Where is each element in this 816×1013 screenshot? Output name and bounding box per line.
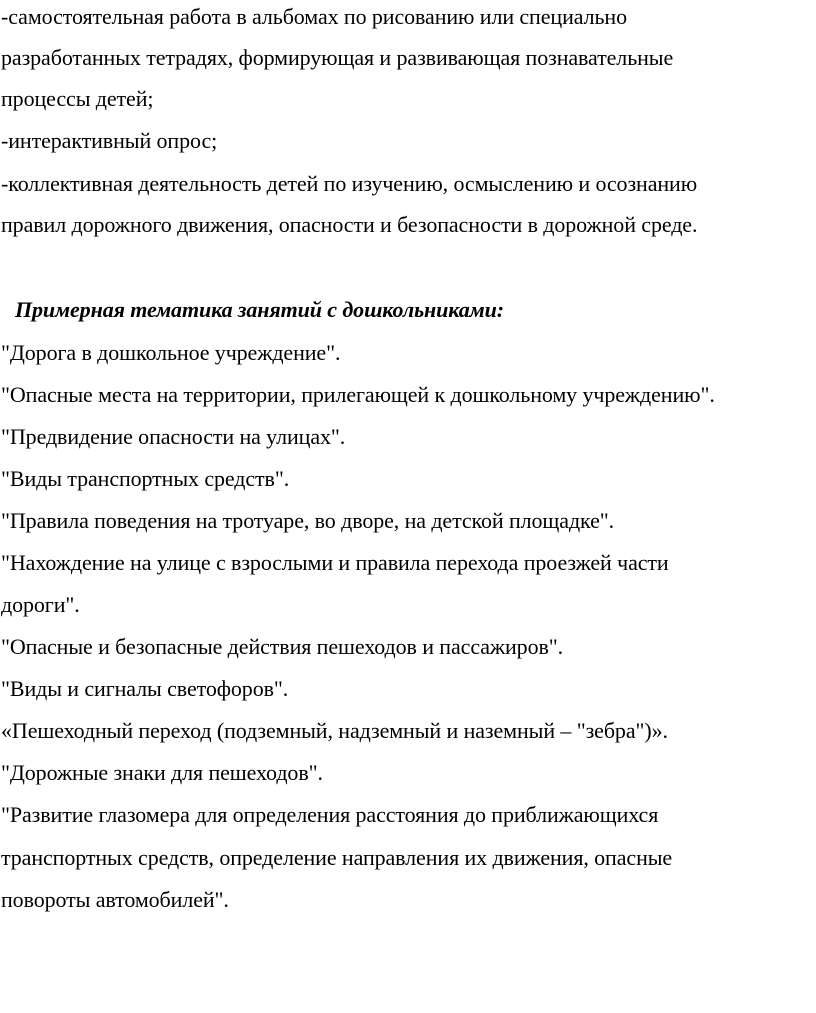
- topic-line-6: "Нахождение на улице с взрослыми и правила перехода проезжей части: [1, 550, 669, 575]
- topic-line-9: "Виды и сигналы светофоров".: [1, 676, 289, 701]
- topic-line-12: "Развитие глазомера для определения расстояния до приближающихся: [1, 802, 659, 827]
- topic-line-10: «Пешеходный переход (подземный, надземный и наземный – "зебра")».: [1, 718, 668, 743]
- topic-line-1: "Дорога в дошкольное учреждение".: [1, 340, 341, 365]
- intro-line-2: разработанных тетрадях, формирующая и развивающая познавательные: [1, 45, 674, 70]
- topic-line-7: дороги".: [1, 592, 80, 617]
- intro-line-6: правил дорожного движения, опасности и безопасности в дорожной среде.: [1, 212, 698, 237]
- intro-line-5: -коллективная деятельность детей по изучению, осмыслению и осознанию: [1, 171, 698, 196]
- topic-line-2: "Опасные места на территории, прилегающей к дошкольному учреждению".: [1, 382, 715, 407]
- topic-line-4: "Виды транспортных средств".: [1, 466, 290, 491]
- topic-line-14: повороты автомобилей".: [1, 887, 229, 912]
- section-heading: Примерная тематика занятий с дошкольниками:: [15, 297, 505, 322]
- topic-line-11: "Дорожные знаки для пешеходов".: [1, 760, 323, 785]
- topic-line-8: "Опасные и безопасные действия пешеходов и пассажиров".: [1, 634, 564, 659]
- topic-line-3: "Предвидение опасности на улицах".: [1, 424, 346, 449]
- intro-line-3: процессы детей;: [1, 86, 154, 111]
- topic-line-13: транспортных средств, определение направления их движения, опасные: [1, 845, 673, 870]
- topic-line-5: "Правила поведения на тротуаре, во дворе, на детской площадке".: [1, 508, 615, 533]
- intro-line-1: -самостоятельная работа в альбомах по рисованию или специально: [1, 4, 627, 29]
- intro-line-4: -интерактивный опрос;: [1, 128, 218, 153]
